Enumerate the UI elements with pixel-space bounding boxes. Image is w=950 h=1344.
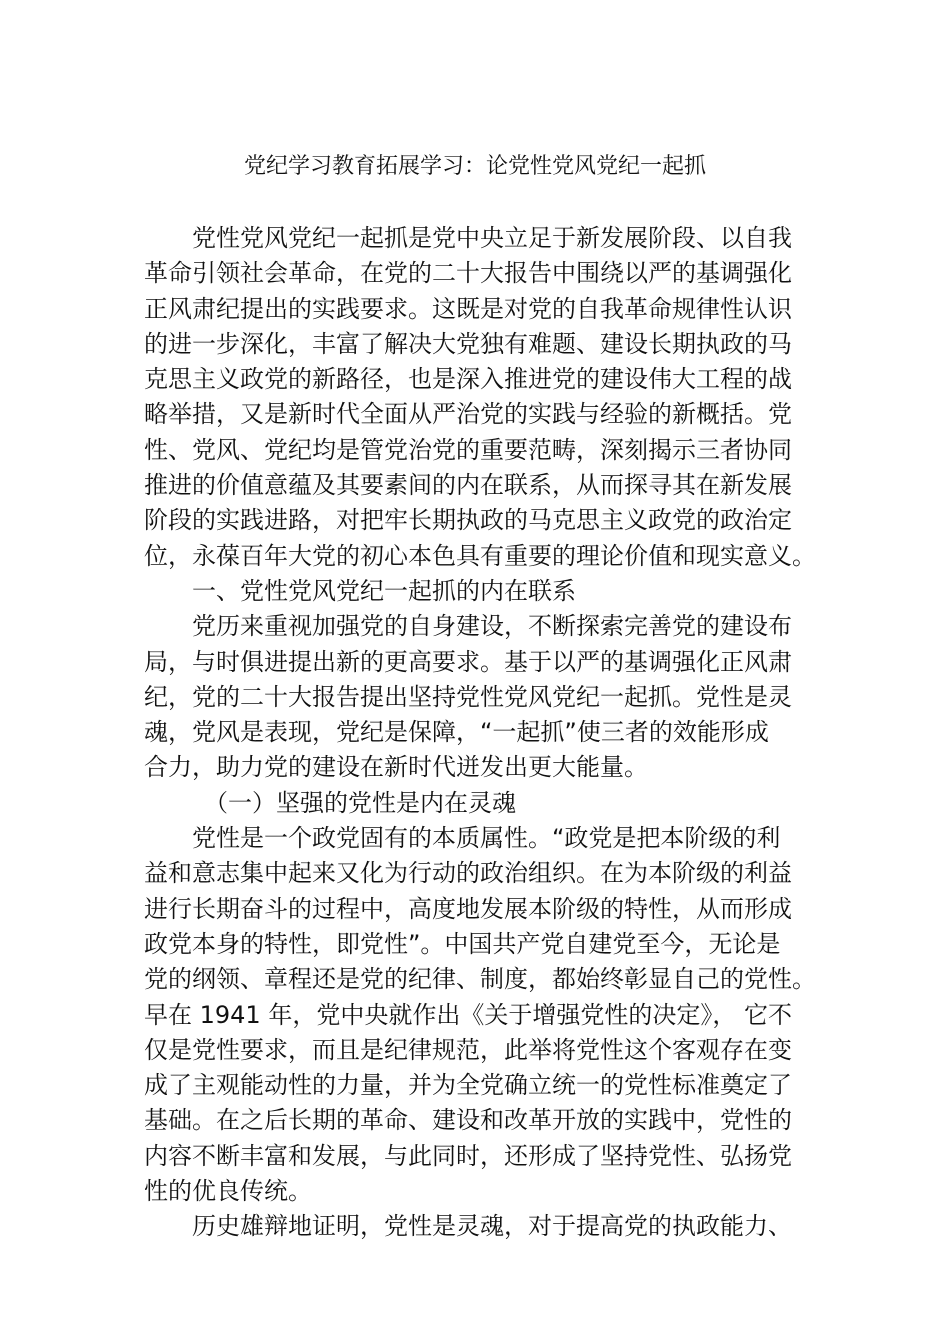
text-line: 革命引领社会革命，在党的二十大报告中围绕以严的基调强化 <box>144 259 792 288</box>
text-line: 政党本身的特性，即党性”。中国共产党自建党至今，无论是 <box>144 929 781 958</box>
text-line: 位，永葆百年大党的初心本色具有重要的理论价值和现实意义。 <box>144 541 816 570</box>
text-line: 性的优良传统。 <box>144 1177 312 1206</box>
document-title: 党纪学习教育拓展学习：论党性党风党纪一起抓 <box>243 154 706 179</box>
text-line: 合力，助力党的建设在新时代迸发出更大能量。 <box>144 753 648 782</box>
text-line: 推进的价值意蕴及其要素间的内在联系，从而探寻其在新发展 <box>144 471 792 500</box>
text-line: 益和意志集中起来又化为行动的政治组织。在为本阶级的利益 <box>144 859 792 888</box>
text-line: 克思主义政党的新路径，也是深入推进党的建设伟大工程的战 <box>144 365 792 394</box>
text-line: 党性党风党纪一起抓是党中央立足于新发展阶段、以自我 <box>192 224 792 252</box>
text-line: 进行长期奋斗的过程中，高度地发展本阶级的特性，从而形成 <box>144 894 792 923</box>
text-line: 内容不断丰富和发展，与此同时，还形成了坚持党性、弘扬党 <box>144 1141 792 1170</box>
text-line: 仅是党性要求，而且是纪律规范，此举将党性这个客观存在变 <box>144 1035 792 1064</box>
text-line: 党性是一个政党固有的本质属性。“政党是把本阶级的利 <box>192 824 781 853</box>
text-line: 党的纲领、章程还是党的纪律、制度，都始终彰显自己的党性。 <box>144 965 816 994</box>
text-line: （一）坚强的党性是内在灵魂 <box>204 788 516 817</box>
text-line: 略举措，又是新时代全面从严治党的实践与经验的新概括。党 <box>144 400 792 429</box>
text-line: 阶段的实践进路，对把牢长期执政的马克思主义政党的政治定 <box>144 506 792 535</box>
text-line: 基础。在之后长期的革命、建设和改革开放的实践中，党性的 <box>144 1106 792 1135</box>
text-line: 正风肃纪提出的实践要求。这既是对党的自我革命规律性认识 <box>144 294 792 323</box>
text-line: 党历来重视加强党的自身建设，不断探索完善党的建设布 <box>192 612 792 641</box>
document-body <box>144 221 816 1245</box>
text-line: 成了主观能动性的力量，并为全党确立统一的党性标准奠定了 <box>144 1071 792 1100</box>
text-line: 局，与时俱进提出新的更高要求。基于以严的基调强化正风肃 <box>144 647 792 676</box>
text-line: 的进一步深化，丰富了解决大党独有难题、建设长期执政的马 <box>144 329 792 358</box>
text-line: 历史雄辩地证明，党性是灵魂，对于提高党的执政能力、 <box>192 1212 792 1241</box>
text-line: 魂，党风是表现，党纪是保障，“一起抓”使三者的效能形成 <box>144 718 769 747</box>
text-line: 一、党性党风党纪一起抓的内在联系 <box>192 576 576 605</box>
text-line: 性、党风、党纪均是管党治党的重要范畴，深刻揭示三者协同 <box>144 435 792 464</box>
text-line: 纪，党的二十大报告提出坚持党性党风党纪一起抓。党性是灵 <box>144 682 792 711</box>
text-line: 早在 1941 年，党中央就作出《关于增强党性的决定》， 它不 <box>144 1000 792 1029</box>
